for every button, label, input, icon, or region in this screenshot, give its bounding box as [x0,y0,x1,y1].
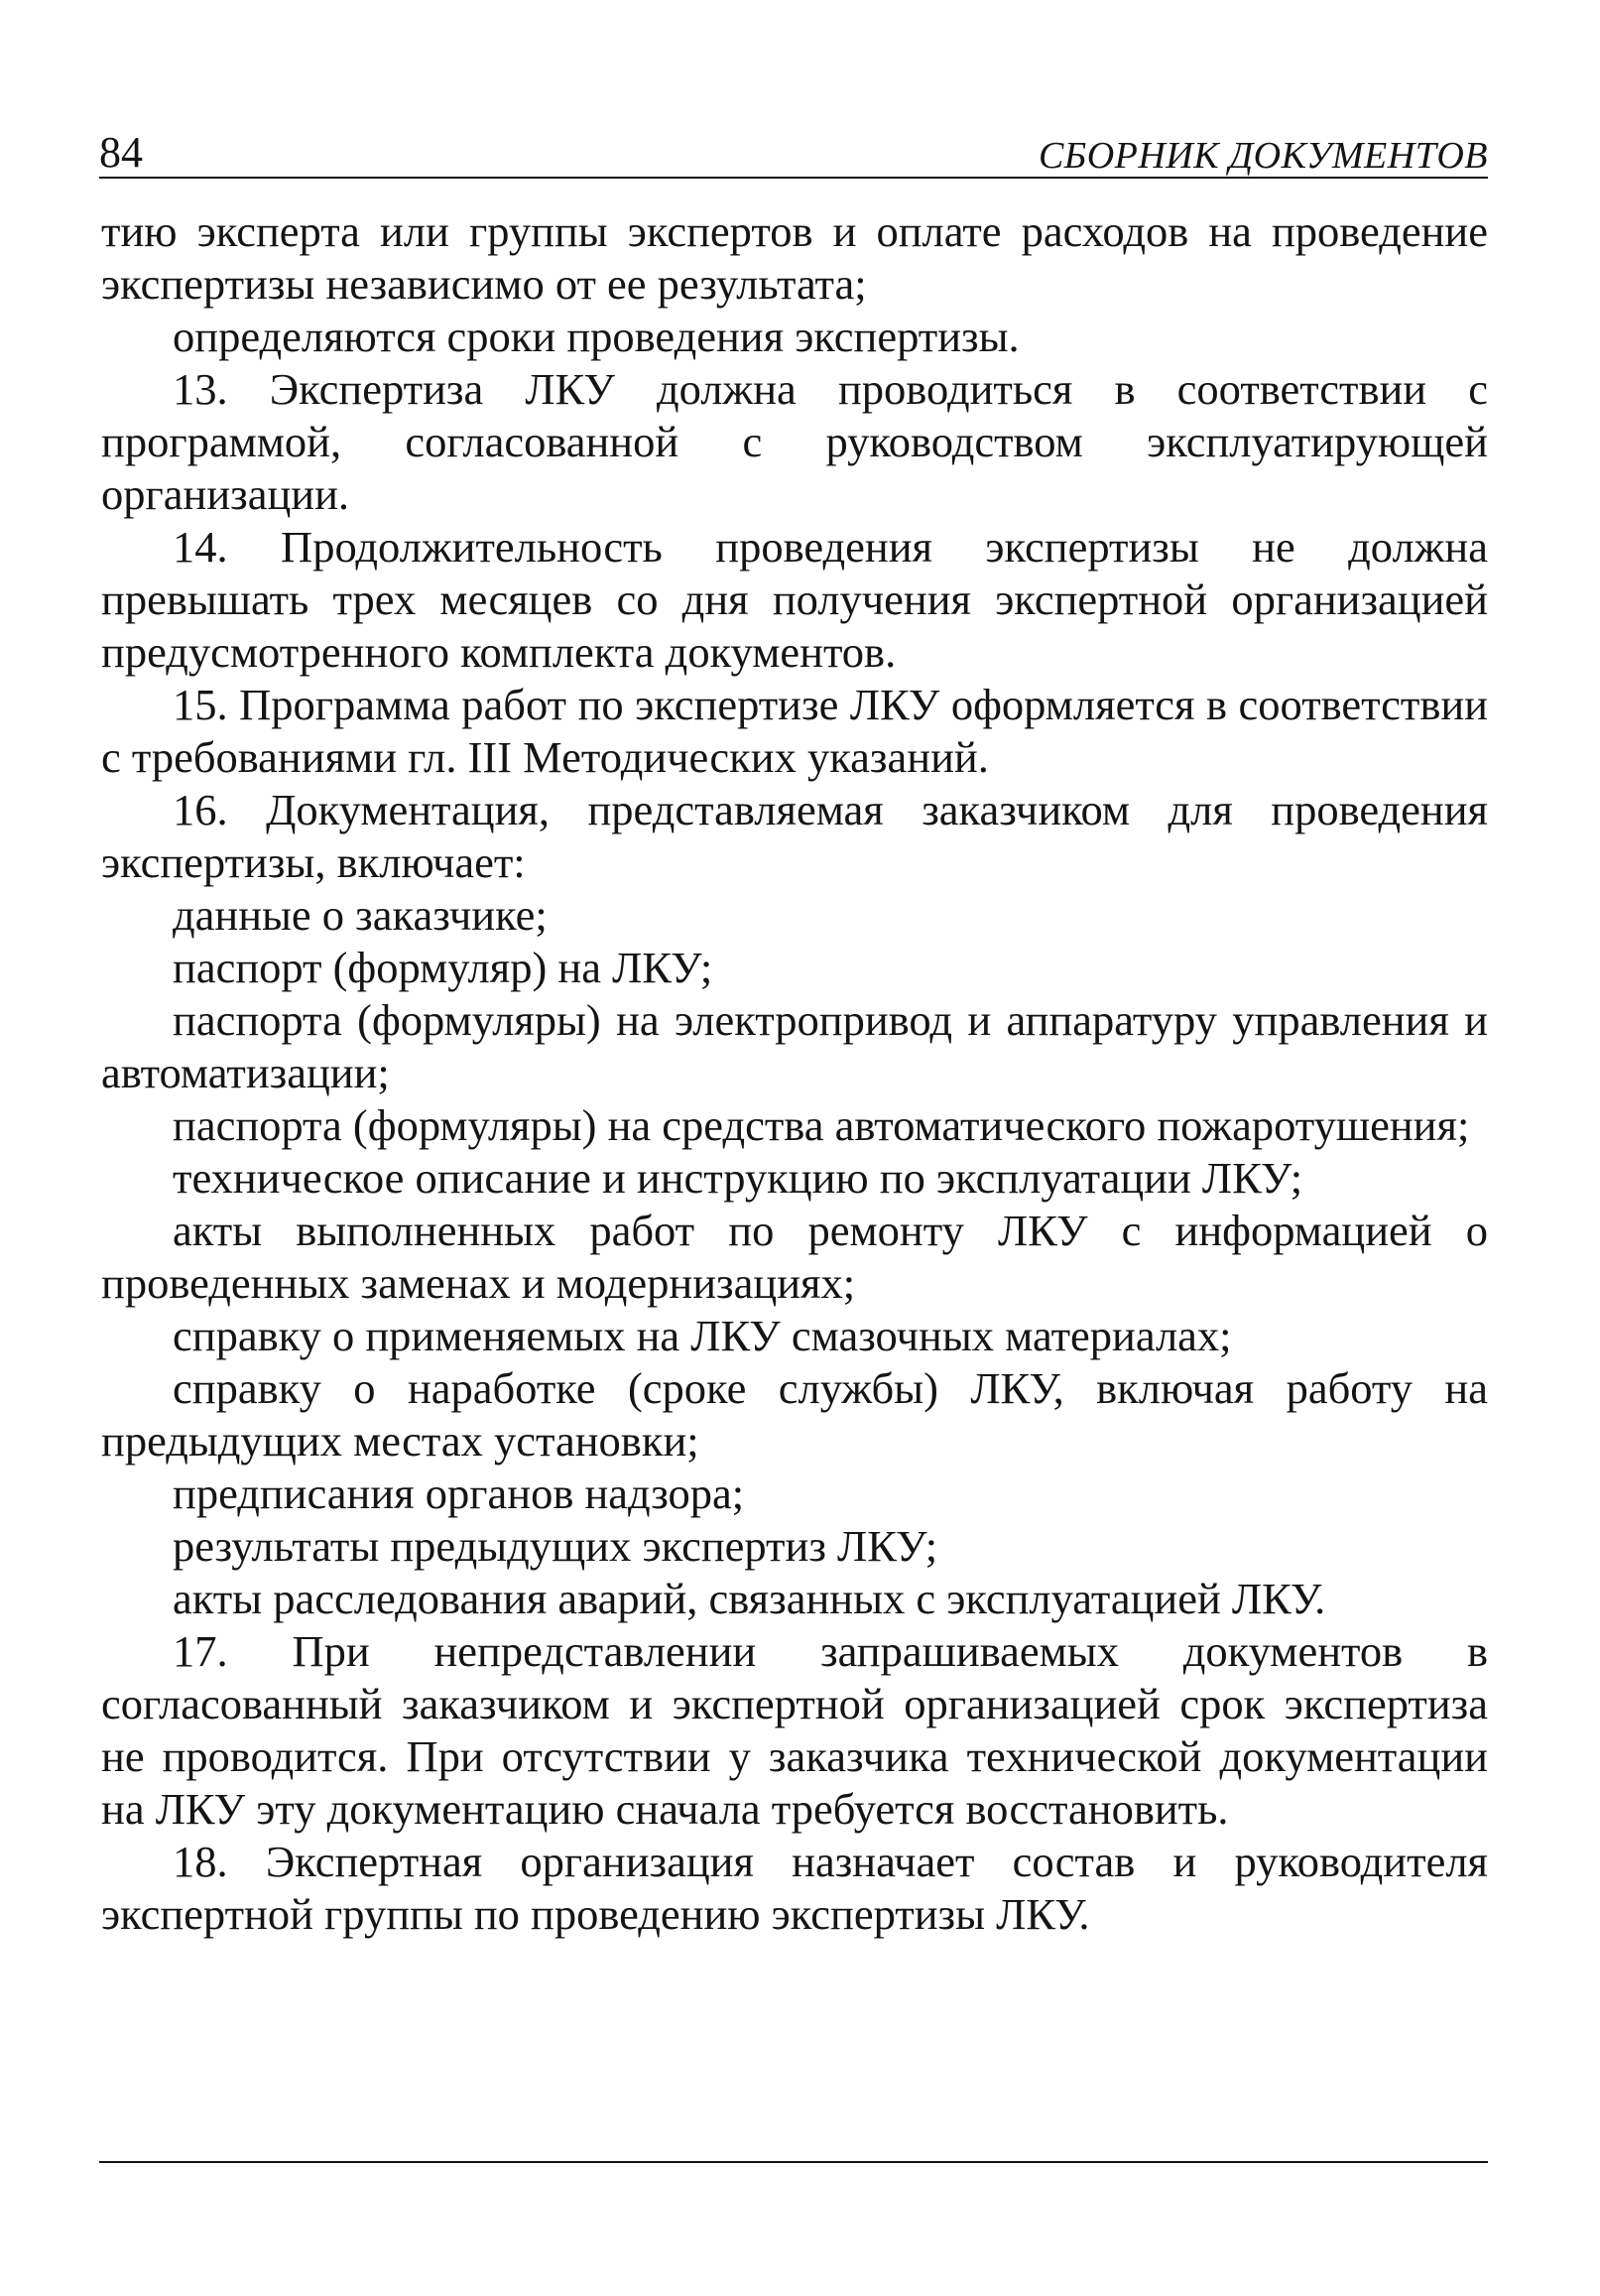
paragraph: тию эксперта или группы экспертов и оплате расходов на проведение экспертизы независимо от ее результата; [101,206,1488,309]
page-number: 84 [99,128,143,177]
list-item: техническое описание и инструкцию по эксплуатации ЛКУ; [173,1153,1303,1203]
paragraph: определяются сроки проведения экспертизы. [173,312,1020,361]
paragraph: 15. Программа работ по экспертизе ЛКУ оформляется в соответствии с требованиями гл. III Методических указаний. [101,680,1488,782]
page-body [101,205,1488,1941]
list-item: паспорта (формуляры) на электропривод и аппаратуру управления и автоматизации; [101,995,1488,1097]
list-item: данные о заказчике; [173,890,548,940]
footer-rule [99,2161,1488,2163]
list-item: справку о применяемых на ЛКУ смазочных материалах; [173,1311,1232,1360]
list-item: паспорта (формуляры) на средства автоматического пожаротушения; [173,1100,1470,1150]
header-rule [99,177,1488,179]
list-item: акты расследования аварий, связанных с эксплуатацией ЛКУ. [173,1574,1326,1623]
paragraph: 16. Документация, представляемая заказчиком для проведения экспертизы, включает: [101,785,1488,887]
paragraph: 18. Экспертная организация назначает состав и руководителя экспертной группы по проведению экспертизы ЛКУ. [101,1837,1488,1939]
paragraph: 17. При непредставлении запрашиваемых документов в согласованный заказчиком и экспертной организацией срок экспертиза не проводится. При отсутствии у заказчика технической документации на ЛКУ эту документацию сначала требуется восстановить. [101,1626,1488,1834]
list-item: акты выполненных работ по ремонту ЛКУ с информацией о проведенных заменах и модернизациях; [101,1206,1488,1308]
paragraph: 14. Продолжительность проведения экспертизы не должна превышать трех месяцев со дня получения экспертной организацией предусмотренного комплекта документов. [101,522,1488,677]
list-item: паспорт (формуляр) на ЛКУ; [173,943,713,992]
page-header [99,127,1488,179]
list-item: результаты предыдущих экспертиз ЛКУ; [173,1521,938,1571]
list-item: предписания органов надзора; [173,1468,745,1518]
list-item: справку о наработке (сроке службы) ЛКУ, включая работу на предыдущих местах установки; [101,1363,1488,1466]
running-title: СБОРНИК ДОКУМЕНТОВ [1038,135,1488,177]
paragraph: 13. Экспертиза ЛКУ должна проводиться в соответствии с программой, согласованной с руководством эксплуатирующей организации. [101,364,1488,519]
